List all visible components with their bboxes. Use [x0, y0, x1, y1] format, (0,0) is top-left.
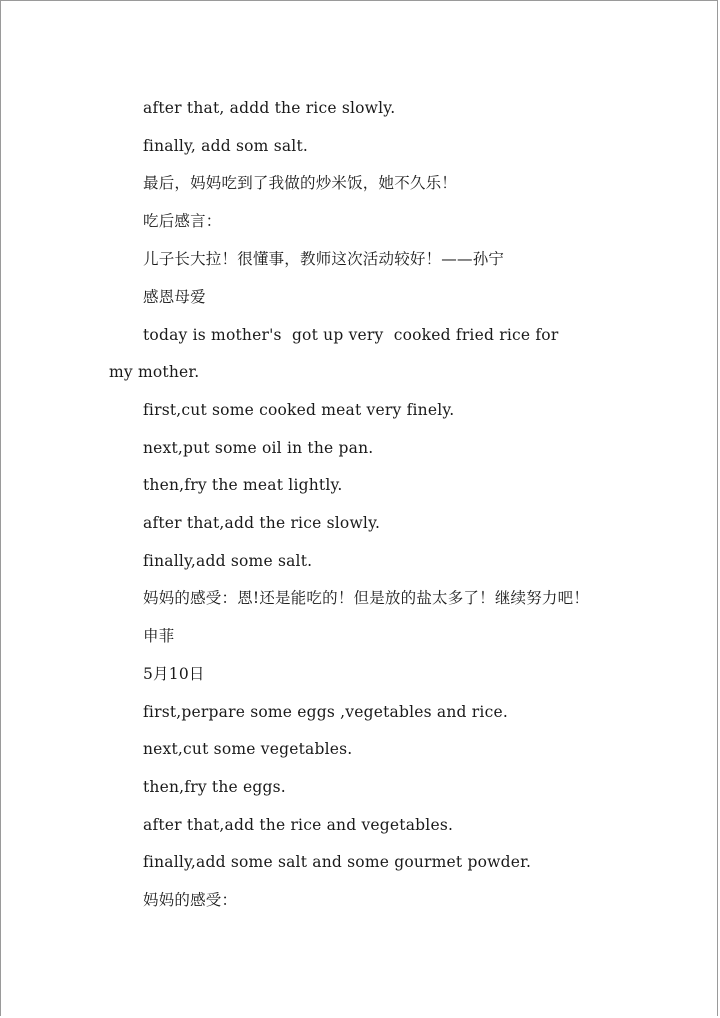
- text-line: 儿子长大拉！很懂事，教师这次活动较好！——孙宁: [143, 250, 505, 268]
- text-line: 妈妈的感受：恩!还是能吃的！但是放的盐太多了！继续努力吧！: [143, 589, 590, 607]
- text-line: my mother.: [109, 363, 200, 381]
- text-line: today is mother's got up very cooked fried rice for: [143, 326, 559, 344]
- text-line: next,put some oil in the pan.: [143, 439, 374, 457]
- text-line: after that, addd the rice slowly.: [143, 99, 396, 117]
- text-line: then,fry the meat lightly.: [143, 476, 343, 494]
- text-line: 吃后感言：: [143, 212, 222, 230]
- date-line: 5月10日: [143, 665, 205, 683]
- text-line: first,perpare some eggs ,vegetables and rice.: [143, 703, 508, 721]
- text-line: then,fry the eggs.: [143, 778, 286, 796]
- text-line: 最后，妈妈吃到了我做的炒米饭，她不久乐！: [143, 174, 458, 192]
- section-heading: 感恩母爱: [143, 288, 206, 306]
- text-line: finally,add some salt and some gourmet powder.: [143, 853, 532, 871]
- text-line: after that,add the rice slowly.: [143, 514, 381, 532]
- text-line: first,cut some cooked meat very finely.: [143, 401, 455, 419]
- author-name: 申菲: [143, 627, 175, 645]
- text-line: next,cut some vegetables.: [143, 740, 353, 758]
- text-line: 妈妈的感受：: [143, 891, 238, 909]
- text-line: finally, add som salt.: [143, 137, 309, 155]
- text-line: finally,add some salt.: [143, 552, 313, 570]
- text-line: after that,add the rice and vegetables.: [143, 816, 454, 834]
